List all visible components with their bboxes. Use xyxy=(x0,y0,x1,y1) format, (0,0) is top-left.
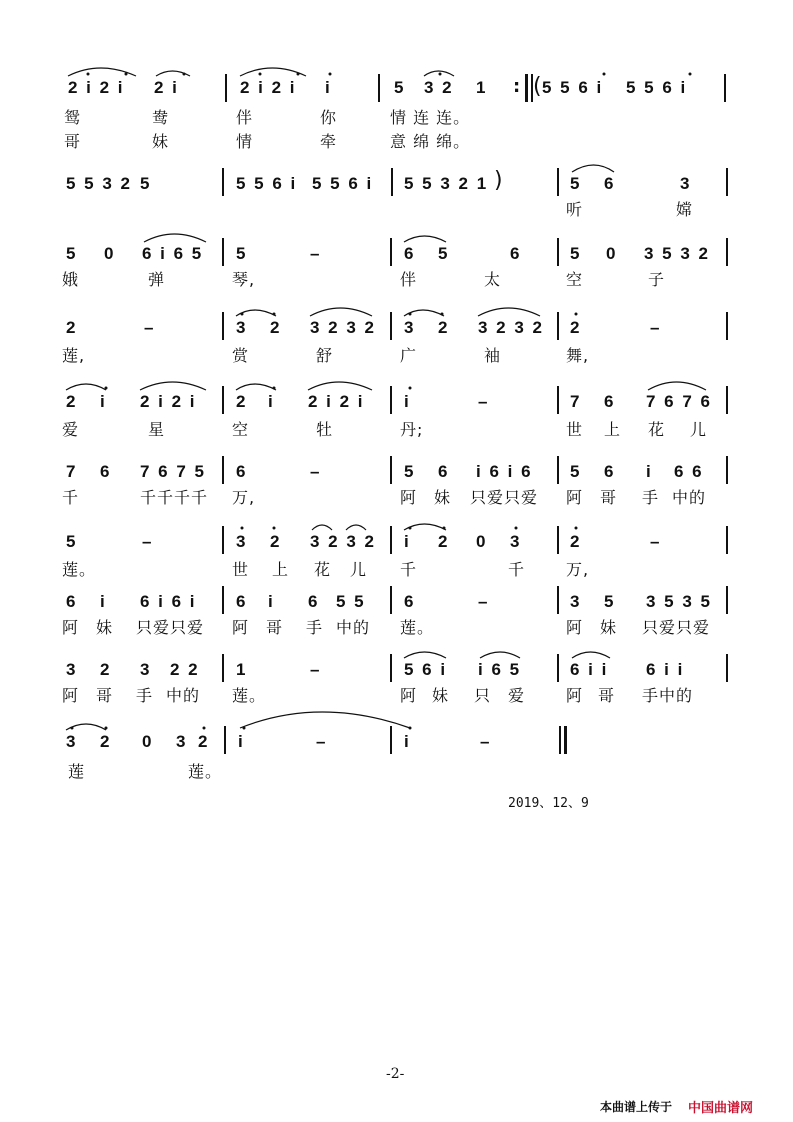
barline xyxy=(726,526,728,554)
lyric: 花 xyxy=(648,420,666,439)
lyric: 莲。 xyxy=(188,762,223,781)
note: 5 xyxy=(236,244,248,263)
note: i xyxy=(238,732,245,751)
note: 6 xyxy=(404,592,416,611)
note: 3 xyxy=(236,318,248,337)
lyric: 空 xyxy=(232,420,250,439)
note: 5 xyxy=(438,244,450,263)
lyric: 手 xyxy=(136,686,154,705)
lyric: 万, xyxy=(566,560,590,579)
slur xyxy=(310,308,372,316)
barline xyxy=(222,168,224,196)
lyric: 意 绵 绵。 xyxy=(390,132,471,151)
slur xyxy=(480,652,520,658)
note: 5 xyxy=(570,244,582,263)
lyric: 哥 xyxy=(600,488,618,507)
note-group: 3 2 3 2 xyxy=(310,532,376,551)
note: 1 xyxy=(476,78,488,97)
note: 5 xyxy=(570,462,582,481)
note: i xyxy=(268,392,275,411)
lyric: 爱 xyxy=(62,420,80,439)
note: 2 xyxy=(100,660,112,679)
slur xyxy=(404,524,446,530)
barline xyxy=(222,456,224,484)
dash: – xyxy=(144,318,156,337)
lyric: 妹 xyxy=(600,618,618,637)
note: 2 xyxy=(438,318,450,337)
note: 6 xyxy=(604,174,616,193)
note-group: 5 5 6 i xyxy=(312,174,374,193)
lyric: 丹; xyxy=(400,420,424,439)
dash: – xyxy=(650,318,662,337)
lyric: 莲。 xyxy=(62,560,97,579)
dash: – xyxy=(478,592,490,611)
lyric: 中的 xyxy=(672,488,707,507)
barline xyxy=(222,238,224,266)
note: i xyxy=(268,592,275,611)
note: 3 xyxy=(680,174,692,193)
slur xyxy=(66,384,106,390)
lyric: 万, xyxy=(232,488,256,507)
lyric: 阿 xyxy=(232,618,250,637)
lyric: 妹 xyxy=(432,686,450,705)
note: 3 xyxy=(66,732,78,751)
dash: – xyxy=(316,732,328,751)
final-barline-thick xyxy=(564,726,567,754)
note: 3 xyxy=(510,532,522,551)
barline xyxy=(390,526,392,554)
lyric: 情 连 连。 xyxy=(390,108,471,127)
note: 2 xyxy=(198,732,210,751)
lyric: 千千千千 xyxy=(140,488,209,507)
lyric: 琴, xyxy=(232,270,256,289)
lyric: 伴 xyxy=(400,270,418,289)
lyric: 世 xyxy=(232,560,250,579)
note: 5 xyxy=(66,532,78,551)
lyric: 千 xyxy=(508,560,526,579)
note: 7 xyxy=(570,392,582,411)
lyric: 花 xyxy=(314,560,332,579)
lyric: 弹 xyxy=(148,270,166,289)
note-group: 3 2 xyxy=(424,78,454,97)
barline xyxy=(726,654,728,682)
barline xyxy=(726,456,728,484)
lyric: 赏 xyxy=(232,346,250,365)
note: 2 xyxy=(570,318,582,337)
note: 3 xyxy=(570,592,582,611)
note: 6 xyxy=(66,592,78,611)
lyric: 哥 xyxy=(266,618,284,637)
dash: – xyxy=(310,660,322,679)
note: 5 xyxy=(394,78,406,97)
note: 0 xyxy=(476,532,488,551)
slur xyxy=(346,525,366,530)
lyric: 嫦 xyxy=(676,200,694,219)
lyric: 星 xyxy=(148,420,166,439)
lyric: 阿 xyxy=(400,686,418,705)
lyric: 阿 xyxy=(400,488,418,507)
note: 2 xyxy=(66,318,78,337)
note: i xyxy=(404,732,411,751)
barline xyxy=(225,74,227,102)
note-group: 5 5 6 i xyxy=(542,78,604,97)
lyric: 莲 xyxy=(68,762,86,781)
lyric: 太 xyxy=(484,270,502,289)
barline xyxy=(726,168,728,196)
note: 0 xyxy=(606,244,618,263)
lyric: 只爱只爱 xyxy=(642,618,711,637)
lyric: 广 xyxy=(400,346,418,365)
slur xyxy=(424,71,454,76)
lyric: 阿 xyxy=(566,488,584,507)
note-group: 5 5 6 i xyxy=(236,174,298,193)
slur xyxy=(312,525,332,530)
slur xyxy=(404,652,446,658)
note: 3 xyxy=(404,318,416,337)
note: 2 xyxy=(270,318,282,337)
barline xyxy=(726,312,728,340)
slur xyxy=(572,652,610,658)
note: 2 xyxy=(270,532,282,551)
note: 6 xyxy=(510,244,522,263)
lyric: 阿 xyxy=(566,618,584,637)
slur xyxy=(240,712,410,728)
upload-credit: 本曲谱上传于 xyxy=(600,1100,673,1114)
page-number: -2- xyxy=(386,1066,405,1082)
lyric: 牵 xyxy=(320,132,338,151)
lyric: 舞, xyxy=(566,346,590,365)
barline xyxy=(390,312,392,340)
note-group: i 6 i 6 xyxy=(476,462,533,481)
note: 5 xyxy=(604,592,616,611)
note: 3 xyxy=(236,532,248,551)
note-group: 6 i i xyxy=(646,660,685,679)
lyric: 牡 xyxy=(316,420,334,439)
note: 5 xyxy=(570,174,582,193)
note-group: 2 2 xyxy=(170,660,200,679)
lyric: 妹 xyxy=(96,618,114,637)
slur xyxy=(240,68,306,76)
note: 0 xyxy=(104,244,116,263)
note: 6 xyxy=(100,462,112,481)
lyric: 哥 xyxy=(96,686,114,705)
dash: – xyxy=(478,392,490,411)
lyric: 哥 xyxy=(64,132,82,151)
lyric: 情 xyxy=(236,132,254,151)
barline xyxy=(222,586,224,614)
note: 2 xyxy=(100,732,112,751)
slur xyxy=(308,382,372,390)
note: 3 xyxy=(140,660,152,679)
barline xyxy=(557,456,559,484)
note: 6 xyxy=(236,462,248,481)
note: i xyxy=(646,462,653,481)
lyric: 只 xyxy=(474,686,492,705)
lyric: 哥 xyxy=(598,686,616,705)
note: 6 xyxy=(236,592,248,611)
slur-open: ( xyxy=(533,74,542,99)
lyric: 妹 xyxy=(434,488,452,507)
lyric: 伴 xyxy=(236,108,254,127)
dash: – xyxy=(480,732,492,751)
note: 3 xyxy=(66,660,78,679)
note-group: 5 6 i xyxy=(404,660,448,679)
lyric: 鸳 xyxy=(64,108,82,127)
barline xyxy=(390,654,392,682)
dash: – xyxy=(310,244,322,263)
lyric: 阿 xyxy=(62,618,80,637)
barline xyxy=(222,386,224,414)
lyric: 莲, xyxy=(62,346,86,365)
barline xyxy=(224,726,226,754)
barline xyxy=(222,526,224,554)
note: i xyxy=(404,532,411,551)
barline xyxy=(390,456,392,484)
barline xyxy=(391,168,393,196)
slur xyxy=(648,382,706,390)
note-group: 7 6 7 6 xyxy=(646,392,712,411)
lyric: 莲。 xyxy=(232,686,267,705)
note: 7 xyxy=(66,462,78,481)
lyric: 上 xyxy=(272,560,290,579)
note-group: 5 5 6 i xyxy=(626,78,688,97)
note: 0 xyxy=(142,732,154,751)
lyric: 中的 xyxy=(166,686,201,705)
barline xyxy=(390,386,392,414)
note: 6 xyxy=(404,244,416,263)
note: 5 xyxy=(140,174,152,193)
slur xyxy=(144,234,206,242)
note-group: 3 5 3 5 xyxy=(646,592,712,611)
note-group: 7 6 7 5 xyxy=(140,462,206,481)
barline xyxy=(557,238,559,266)
slur xyxy=(66,724,106,730)
lyric: 千 xyxy=(62,488,80,507)
note: 6 xyxy=(308,592,320,611)
slur xyxy=(236,310,276,316)
slur xyxy=(404,236,446,242)
lyric: 听 xyxy=(566,200,584,219)
note: i xyxy=(100,392,107,411)
barline xyxy=(222,654,224,682)
lyric: 舒 xyxy=(316,346,334,365)
lyric: 莲。 xyxy=(400,618,435,637)
slur xyxy=(140,382,206,390)
lyric: 空 xyxy=(566,270,584,289)
note-group: 3 5 3 2 xyxy=(644,244,710,263)
note-group: 6 i 6 5 xyxy=(142,244,204,263)
barline xyxy=(390,726,392,754)
note-group: 5 5 3 2 xyxy=(66,174,132,193)
barline xyxy=(557,312,559,340)
lyric: 鸯 xyxy=(152,108,170,127)
note-group: 6 6 xyxy=(674,462,704,481)
barline xyxy=(726,238,728,266)
note-group: 2 i 2 i xyxy=(308,392,365,411)
lyric: 世 xyxy=(566,420,584,439)
note-group: 2 i 2 i xyxy=(68,78,125,97)
lyric: 儿 xyxy=(690,420,708,439)
lyric: 袖 xyxy=(484,346,502,365)
dash: – xyxy=(310,462,322,481)
slur-close: ) xyxy=(494,168,503,193)
barline xyxy=(390,238,392,266)
note: 5 xyxy=(404,462,416,481)
note-group: 2 i 2 i xyxy=(240,78,297,97)
slur xyxy=(572,165,614,172)
lyric: 手 xyxy=(306,618,324,637)
lyric: 上 xyxy=(604,420,622,439)
note: 2 xyxy=(570,532,582,551)
note-group: 3 2 3 2 xyxy=(478,318,544,337)
lyric: 儿 xyxy=(350,560,368,579)
slur xyxy=(404,310,444,316)
slur xyxy=(156,71,190,76)
note: 6 xyxy=(438,462,450,481)
lyric: 娥 xyxy=(62,270,80,289)
note: 3 xyxy=(176,732,188,751)
slur xyxy=(236,384,276,390)
barline xyxy=(557,654,559,682)
lyric: 爱 xyxy=(508,686,526,705)
note-group: 2 i xyxy=(154,78,179,97)
note-group: 2 i 2 i xyxy=(140,392,197,411)
note: i xyxy=(100,592,107,611)
note-group: 6 i 6 i xyxy=(140,592,197,611)
lyric: 手中的 xyxy=(642,686,694,705)
repeat-dots: : xyxy=(513,76,521,97)
lyric: 妹 xyxy=(152,132,170,151)
lyric: 千 xyxy=(400,560,418,579)
lyric: 阿 xyxy=(566,686,584,705)
note-group: 6 i i xyxy=(570,660,609,679)
note: 2 xyxy=(66,392,78,411)
note: 2 xyxy=(438,532,450,551)
barline xyxy=(726,586,728,614)
note: 5 xyxy=(66,244,78,263)
barline xyxy=(557,168,559,196)
dash: – xyxy=(650,532,662,551)
slur xyxy=(478,308,540,316)
barline xyxy=(390,586,392,614)
barline xyxy=(557,526,559,554)
note-group: 3 2 3 2 xyxy=(310,318,376,337)
final-barline-thin xyxy=(559,726,561,754)
barline xyxy=(557,386,559,414)
note: 2 xyxy=(236,392,248,411)
barline xyxy=(724,74,726,102)
barline xyxy=(557,586,559,614)
note-group: 5 5 3 2 1 xyxy=(404,174,489,193)
site-logo[interactable]: 中国曲谱网 xyxy=(688,1101,754,1116)
lyric: 中的 xyxy=(336,618,371,637)
note: 6 xyxy=(604,392,616,411)
lyric: 阿 xyxy=(62,686,80,705)
barline xyxy=(222,312,224,340)
lyric: 手 xyxy=(642,488,660,507)
note: i xyxy=(404,392,411,411)
note-group: i 6 5 xyxy=(478,660,522,679)
lyric: 只爱只爱 xyxy=(470,488,539,507)
note: 6 xyxy=(604,462,616,481)
lyric: 你 xyxy=(320,108,338,127)
lyric: 子 xyxy=(648,270,666,289)
lyric: 只爱只爱 xyxy=(136,618,205,637)
barline xyxy=(726,386,728,414)
dash: – xyxy=(142,532,154,551)
note-group: 5 5 xyxy=(336,592,366,611)
slur xyxy=(68,68,136,76)
note-group: i xyxy=(325,78,332,97)
date-stamp: 2019、12、9 xyxy=(508,796,589,811)
note: 1 xyxy=(236,660,248,679)
repeat-barline-thick xyxy=(525,74,528,102)
barline xyxy=(378,74,380,102)
